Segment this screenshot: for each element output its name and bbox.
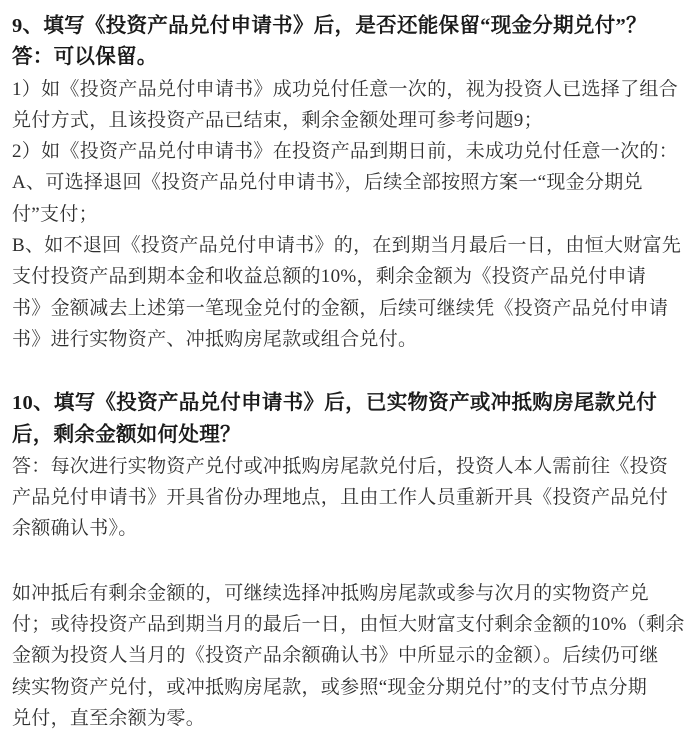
text-line: A、可选择退回《投资产品兑付申请书》，后续全部按照方案一“现金分期兑 xyxy=(12,172,643,194)
text-line: 支付投资产品到期本金和收益总额的10%，剩余金额为《投资产品兑付申请 xyxy=(12,266,647,288)
text-line: 9、填写《投资产品兑付申请书》后，是否还能保留“现金分期兑付”？ xyxy=(12,15,647,37)
text-line: 10、填写《投资产品兑付申请书》后，已实物资产或冲抵购房尾款兑付 xyxy=(12,392,658,415)
text-line: 1）如《投资产品兑付申请书》成功兑付任意一次的，视为投资人已选择了组合 xyxy=(12,78,679,100)
text-line: 兑付，直至余额为零。 xyxy=(12,707,206,729)
text-line: 2）如《投资产品兑付申请书》在投资产品到期日前，未成功兑付任意一次的： xyxy=(12,141,679,163)
paragraph-q9-heading xyxy=(12,11,690,42)
paragraph-spacer-2 xyxy=(12,545,690,578)
paragraph-q10-answer xyxy=(12,451,690,545)
paragraph-q10-heading xyxy=(12,388,690,451)
document-body xyxy=(12,11,690,734)
text-line: 产品兑付申请书》开具省份办理地点，且由工作人员重新开具《投资产品兑付 xyxy=(12,487,669,509)
paragraph-q9-item-2 xyxy=(12,136,690,167)
paragraph-q9-answer xyxy=(12,42,690,73)
paragraph-spacer-1 xyxy=(12,355,690,388)
text-line: 书》进行实物资产、冲抵购房尾款或组合兑付。 xyxy=(12,328,418,350)
text-line: 兑付方式，且该投资产品已结束，剩余金额处理可参考问题9； xyxy=(12,109,543,131)
text-line: B、如不退回《投资产品兑付申请书》的，在到期当月最后一日，由恒大财富先 xyxy=(12,235,682,257)
text-line: 余额确认书》。 xyxy=(12,518,138,540)
paragraph-q9-option-a xyxy=(12,167,690,230)
paragraph-q9-item-1 xyxy=(12,74,690,137)
text-line: 付；或待投资产品到期当月的最后一日，由恒大财富支付剩余金额的10%（剩余 xyxy=(12,614,685,636)
paragraph-q10-followup xyxy=(12,578,690,734)
text-line: 续实物资产兑付，或冲抵购房尾款，或参照“现金分期兑付”的支付节点分期 xyxy=(12,676,648,698)
paragraph-q9-option-b xyxy=(12,230,690,355)
text-line: 如冲抵后有剩余金额的，可继续选择冲抵购房尾款或参与次月的实物资产兑 xyxy=(12,582,649,604)
text-line: 金额为投资人当月的《投资产品余额确认书》中所显示的金额）。后续仍可继 xyxy=(12,645,659,667)
text-line: 书》金额减去上述第一笔现金兑付的金额，后续可继续凭《投资产品兑付申请 xyxy=(12,297,669,319)
text-line: 付”支付； xyxy=(12,203,98,225)
text-line: 后，剩余金额如何处理？ xyxy=(12,423,241,446)
text-line: 答：每次进行实物资产兑付或冲抵购房尾款兑付后，投资人本人需前往《投资 xyxy=(12,455,669,477)
text-line: 答：可以保留。 xyxy=(12,46,158,69)
